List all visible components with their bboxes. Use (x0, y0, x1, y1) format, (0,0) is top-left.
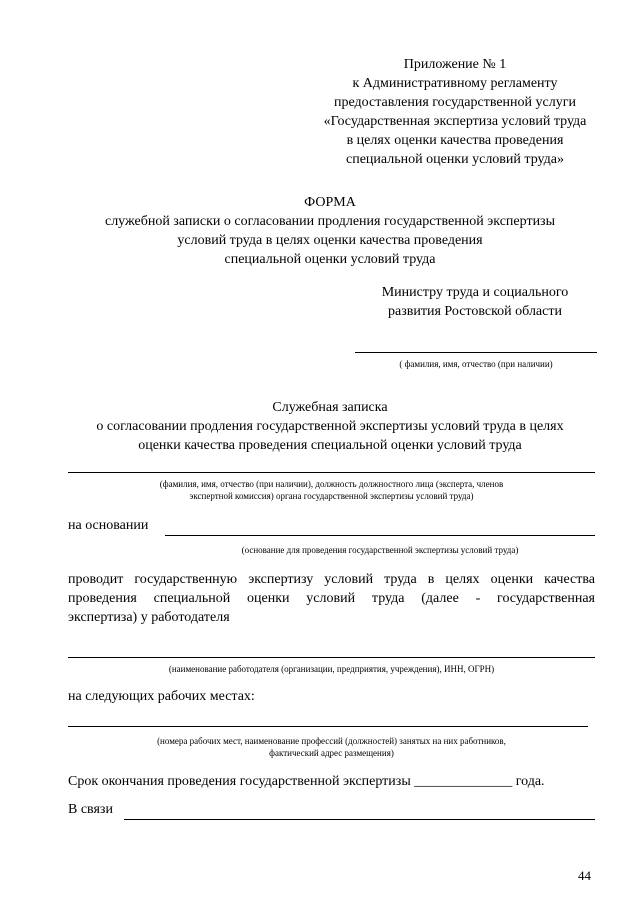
memo-heading: Служебная записка (272, 400, 388, 415)
form-heading: ФОРМА (304, 195, 356, 210)
connection-label: В связи (68, 802, 113, 817)
workplaces-caption-line: (номера рабочих мест, наименование профессий (должностей) занятых на них работников, (157, 736, 506, 746)
workplaces-label: на следующих рабочих местах: (68, 689, 255, 704)
employer-caption: (наименование работодателя (организации, предприятия, учреждения), ИНН, ОГРН) (168, 664, 495, 674)
addressee-block (340, 283, 610, 321)
paragraph (68, 570, 595, 627)
basis-caption: (основание для проведения государственной экспертизы условий труда) (241, 545, 519, 555)
basis-field[interactable] (165, 535, 595, 536)
deadline-text: Срок окончания проведения государственной экспертизы ______________ года. (68, 774, 545, 789)
official-name-field[interactable] (68, 472, 595, 473)
connection-field[interactable] (124, 819, 595, 820)
form-title-block (60, 193, 600, 269)
appendix-line: предоставления государственной услуги (334, 95, 576, 110)
form-title-line: специальной оценки условий труда (224, 252, 436, 267)
form-title-line: условий труда в целях оценки качества проведения (177, 233, 483, 248)
form-title-line: служебной записки о согласовании продления государственной экспертизы (104, 214, 555, 229)
appendix-line: «Государственная экспертиза условий труда (323, 114, 587, 129)
paragraph-line: экспертиза) у работодателя (68, 610, 230, 625)
addressee-line: Министру труда и социального (381, 285, 569, 300)
addressee-name-field[interactable] (355, 352, 597, 353)
basis-label: на основании (68, 518, 149, 533)
memo-title-line: о согласовании продления государственной экспертизы условий труда в целях (96, 419, 564, 434)
workplaces-caption-line: фактический адрес размещения) (269, 748, 394, 758)
official-caption-line: (фамилия, имя, отчество (при наличии), должность должностного лица (эксперта, членов (159, 479, 504, 489)
addressee-caption: ( фамилия, имя, отчество (при наличии) (399, 359, 553, 369)
appendix-block (300, 55, 610, 169)
appendix-line: Приложение № 1 (403, 57, 507, 72)
page-number: 44 (578, 868, 591, 883)
appendix-line: в целях оценки качества проведения (346, 133, 564, 148)
appendix-line: к Административному регламенту (352, 76, 558, 91)
appendix-line: специальной оценки условий труда» (346, 152, 564, 167)
workplaces-field[interactable] (68, 726, 588, 727)
paragraph-line: проведения специальной оценки условий труда (далее - государственная (68, 591, 595, 606)
memo-title-line: оценки качества проведения специальной оценки условий труда (138, 438, 522, 453)
memo-title-block (55, 398, 605, 455)
paragraph-line: проводит государственную экспертизу условий труда в целях оценки качества (68, 572, 595, 587)
employer-field[interactable] (68, 657, 595, 658)
official-caption-line: экспертной комиссия) органа государственной экспертизы условий труда) (189, 491, 474, 501)
addressee-line: развития Ростовской области (388, 304, 562, 319)
